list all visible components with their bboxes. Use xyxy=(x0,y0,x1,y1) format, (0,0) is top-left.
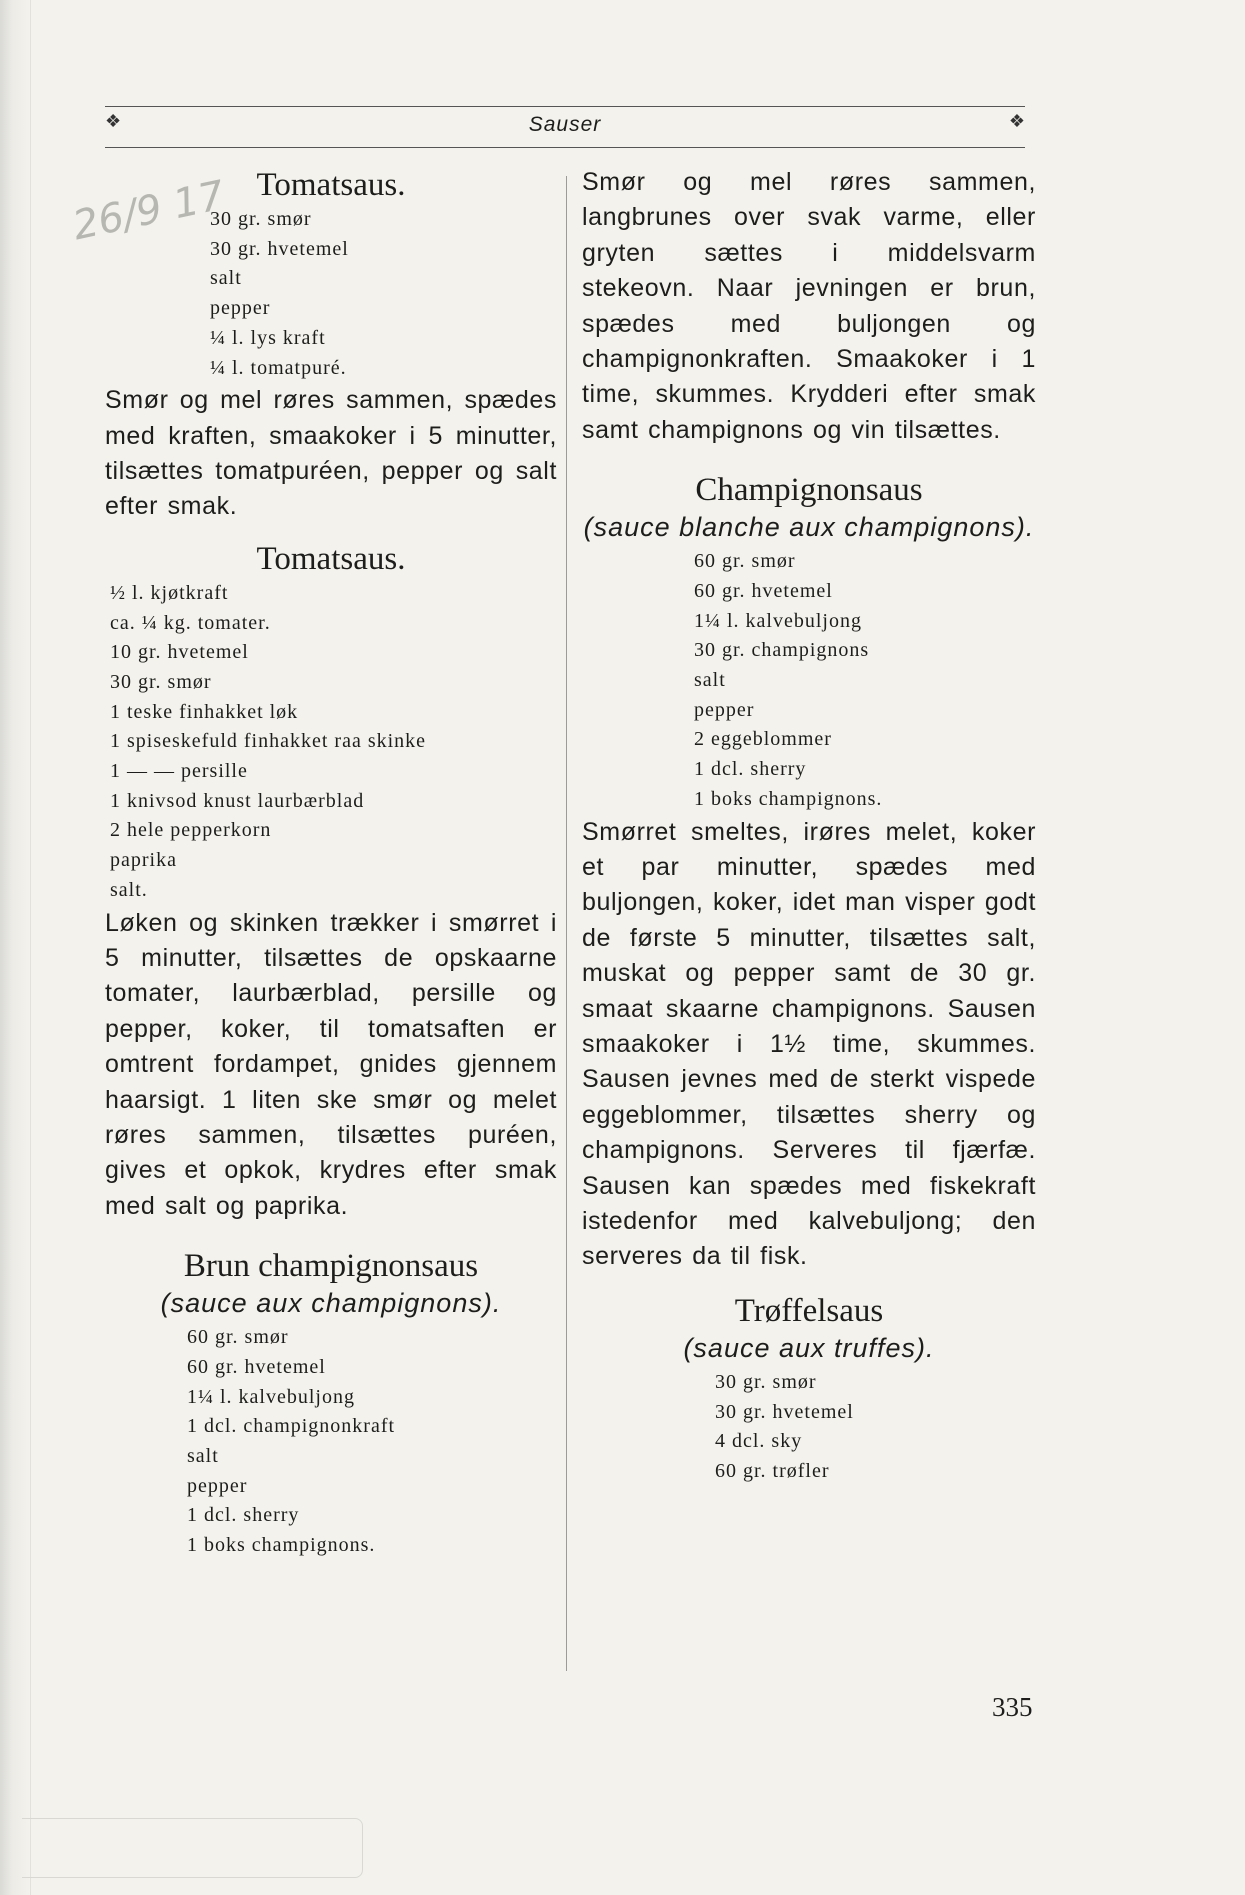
recipe-subtitle: (sauce aux truffes). xyxy=(683,1332,935,1363)
recipe-title: Trøffelsaus xyxy=(734,1292,884,1329)
ingredient: salt xyxy=(210,267,242,290)
ingredient: ¼ l. lys kraft xyxy=(210,326,326,349)
recipe-method: Smør og mel røres sammen, spædes med kraften, smaakoker i 5 minutter, tilsættes tomatpuréen, pepper og salt efter smak. xyxy=(105,386,557,521)
recipe-champignonsaus xyxy=(582,470,1036,1275)
ingredient: salt xyxy=(187,1445,219,1468)
ingredient: 1 spiseskefuld finhakket raa skinke xyxy=(110,730,427,753)
recipe-title: Brun champignonsaus xyxy=(183,1248,479,1285)
ingredient: 4 dcl. sky xyxy=(715,1430,803,1453)
ingredient: salt xyxy=(694,669,726,692)
pencil-date-note: 26/9 17 xyxy=(68,172,229,250)
ingredient: 1¼ l. kalvebuljong xyxy=(187,1385,355,1408)
page-tab-edge xyxy=(22,1818,363,1878)
ingredient: 30 gr. smør xyxy=(715,1370,817,1393)
ingredient: ¼ l. tomatpuré. xyxy=(210,356,347,379)
ingredient: 1 teske finhakket løk xyxy=(110,700,299,723)
column-divider xyxy=(566,176,567,1671)
recipe-tomatsaus-1 xyxy=(105,165,557,525)
recipe-title: Champignonsaus xyxy=(695,472,923,509)
recipe-title: Tomatsaus. xyxy=(256,167,406,203)
recipe-subtitle: (sauce blanche aux champignons). xyxy=(583,512,1035,543)
ingredient: 60 gr. hvetemel xyxy=(694,579,833,602)
ingredient: 30 gr. hvetemel xyxy=(210,237,349,260)
ingredient: 10 gr. hvetemel xyxy=(110,641,249,664)
ingredient-list xyxy=(210,205,557,383)
ingredient: 1¼ l. kalvebuljong xyxy=(694,609,862,632)
ornament-right-icon: ❖ xyxy=(1008,111,1025,131)
page-number: 335 xyxy=(992,1692,1033,1722)
ingredient: 30 gr. champignons xyxy=(694,639,870,662)
ingredient-list xyxy=(715,1368,1036,1487)
ingredient: 60 gr. smør xyxy=(187,1326,289,1349)
recipe-brun-champignonsaus xyxy=(105,1246,557,1561)
ingredient: paprika xyxy=(110,849,177,872)
recipe-troffelsaus xyxy=(582,1291,1036,1487)
book-spine xyxy=(0,0,31,1895)
ornament-left-icon: ❖ xyxy=(105,111,122,131)
ingredient: 60 gr. trøfler xyxy=(715,1459,830,1482)
ingredient: 2 eggeblommer xyxy=(694,728,832,751)
ingredient: 1 dcl. champignonkraft xyxy=(187,1415,396,1438)
recipe-title: Tomatsaus. xyxy=(256,540,406,577)
ingredient: 30 gr. hvetemel xyxy=(715,1400,854,1423)
ingredient: 30 gr. smør xyxy=(210,208,312,230)
ingredient: 1 boks champignons. xyxy=(694,787,883,810)
recipe-method: Smørret smeltes, irøres melet, koker et par minutter, spædes med buljongen, koker, idet man visper godt de første 5 minutter, tilsættes salt, muskat og pepper samt de 30 gr. smaat skaarne champignons. Sausen smaakoker i 1½ time, skummes. Sausen jevnes med de sterkt vispede eggeblommer, tilsættes sherry og champignons. Serveres til fjærfæ. Sausen kan spædes med fiskekraft istedenfor med kalvebuljong; den serveres da til fisk. xyxy=(582,817,1036,1271)
ingredient: 60 gr. hvetemel xyxy=(187,1355,326,1378)
header-title: Sauser xyxy=(528,113,602,136)
right-column xyxy=(582,165,1036,1487)
ingredient: salt. xyxy=(110,878,148,901)
ingredient: ca. ¼ kg. tomater. xyxy=(110,611,271,634)
ingredient: pepper xyxy=(210,297,271,320)
ingredient: ½ l. kjøtkraft xyxy=(110,581,229,604)
recipe-method-continued: Smør og mel røres sammen, langbrunes over svak varme, eller gryten sættes i middelsvarm stekeovn. Naar jevningen er brun, spædes med buljongen og champignonkraften. Smaakoker i 1 time, skummes. Krydderi efter smak samt champignons og vin tilsættes. xyxy=(582,168,1036,444)
ingredient: 60 gr. smør xyxy=(694,550,796,573)
recipe-method: Løken og skinken trækker i smørret i 5 minutter, tilsættes de opskaarne tomater, laurbærblad, persille og pepper, koker, til tomatsaften er omtrent fordampet, gnides gjennem haarsigt. 1 liten ske smør og melet røres sammen, tilsættes puréen, gives et opkok, krydres efter smak med salt og paprika. xyxy=(105,908,557,1220)
recipe-tomatsaus-2 xyxy=(105,539,557,1224)
ingredient: pepper xyxy=(694,698,755,721)
ingredient: pepper xyxy=(187,1474,248,1497)
ingredient: 1 — — persille xyxy=(110,760,248,783)
ingredient: 1 dcl. sherry xyxy=(694,758,807,781)
ingredient: 1 boks champignons. xyxy=(187,1534,376,1557)
left-column xyxy=(105,165,557,1561)
ingredient-list xyxy=(110,579,557,906)
ingredient-list xyxy=(187,1323,557,1561)
ingredient: 1 knivsod knust laurbærblad xyxy=(110,789,365,812)
running-header xyxy=(105,106,1025,148)
recipe-subtitle: (sauce aux champignons). xyxy=(160,1288,502,1319)
ingredient: 2 hele pepperkorn xyxy=(110,819,272,842)
ingredient: 30 gr. smør xyxy=(110,670,212,693)
ingredient: 1 dcl. sherry xyxy=(187,1504,300,1527)
ingredient-list xyxy=(694,547,1036,814)
